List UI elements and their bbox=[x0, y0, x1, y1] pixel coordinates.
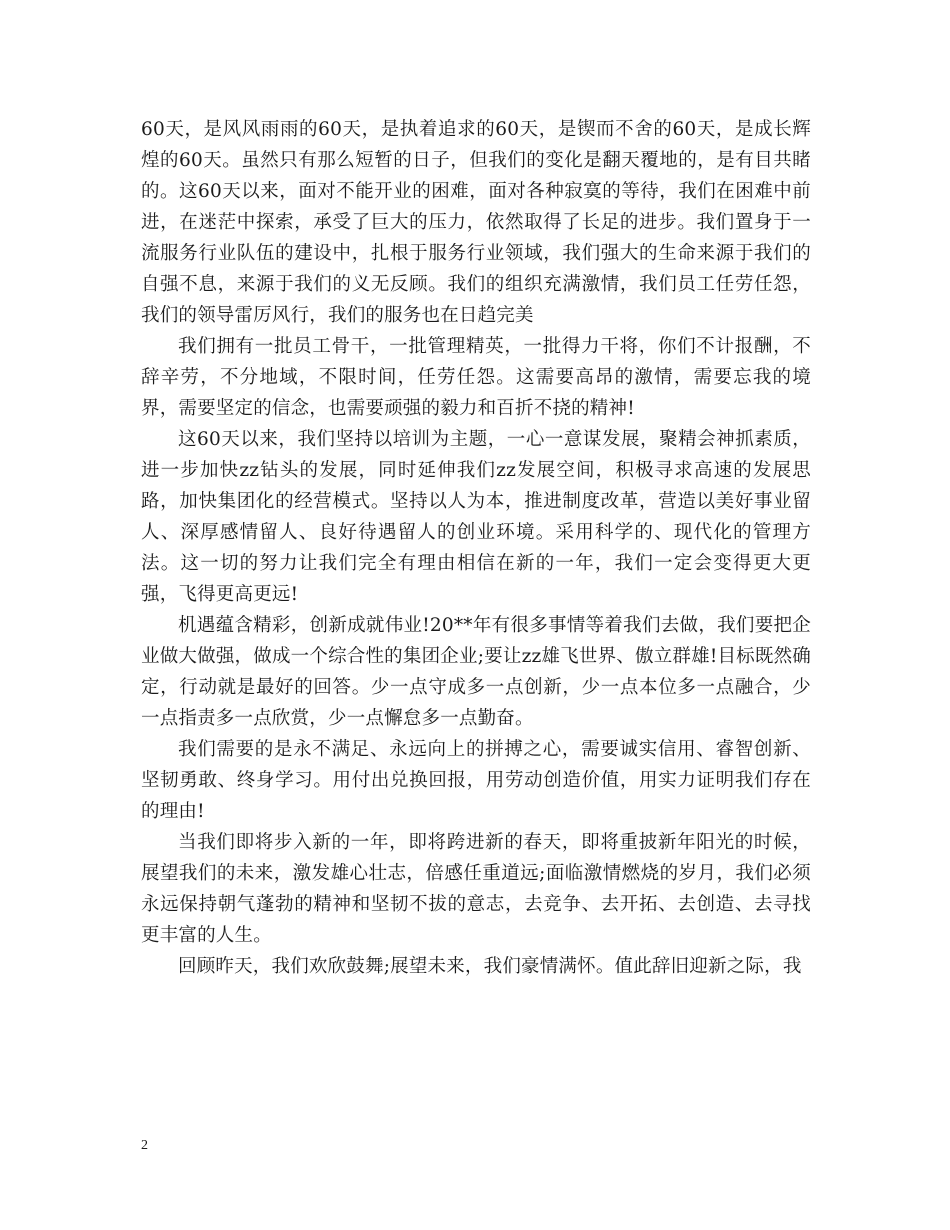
paragraph-6: 当我们即将步入新的一年，即将跨进新的春天，即将重披新年阳光的时候，展望我们的未来，激发雄心壮志，倍感任重道远;面临激情燃烧的岁月，我们必须永远保持朝气蓬勃的精神和坚韧不拔的意志，去竞争、去开拓、去创造、去寻找更丰富的人生。 bbox=[141, 832, 811, 946]
paragraph-5: 我们需要的是永不满足、永远向上的拼搏之心，需要诚实信用、睿智创新、坚韧勇敢、终身学习。用付出兑换回报，用劳动创造价值，用实力证明我们存在的理由! bbox=[141, 739, 811, 822]
paragraph-2: 我们拥有一批员工骨干，一批管理精英，一批得力干将，你们不计报酬，不辞辛劳，不分地域，不限时间，任劳任怨。这需要高昂的激情，需要忘我的境界，需要坚定的信念，也需要顽强的毅力和百折不挠的精神! bbox=[141, 336, 811, 419]
paragraph-7: 回顾昨天，我们欢欣鼓舞;展望未来，我们豪情满怀。值此辞旧迎新之际，我 bbox=[178, 956, 802, 977]
paragraph-3: 这60天以来，我们坚持以培训为主题，一心一意谋发展，聚精会神抓素质，进一步加快zz钻头的发展，同时延伸我们zz发展空间，积极寻求高速的发展思路，加快集团化的经营模式。坚持以人为本，推进制度改革，营造以美好事业留人、深厚感情留人、良好待遇留人的创业环境。采用科学的、现代化的管理方法。这一切的努力让我们完全有理由相信在新的一年，我们一定会变得更大更强，飞得更高更远! bbox=[141, 429, 811, 605]
paragraph-1: 60天，是风风雨雨的60天，是执着追求的60天，是锲而不舍的60天，是成长辉煌的60天。虽然只有那么短暂的日子，但我们的变化是翻天覆地的，是有目共睹的。这60天以来，面对不能开业的困难，面对各种寂寞的等待，我们在困难中前进，在迷茫中探索，承受了巨大的压力，依然取得了长足的进步。我们置身于一流服务行业队伍的建设中，扎根于服务行业领域，我们强大的生命来源于我们的自强不息，来源于我们的义无反顾。我们的组织充满激情，我们员工任劳任怨，我们的领导雷厉风行，我们的服务也在日趋完美 bbox=[141, 119, 811, 326]
page-number: 2 bbox=[141, 1138, 148, 1153]
paragraph-4: 机遇蕴含精彩，创新成就伟业!20**年有很多事情等着我们去做，我们要把企业做大做强，做成一个综合性的集团企业;要让zz雄飞世界、傲立群雄!目标既然确定，行动就是最好的回答。少一点守成多一点创新，少一点本位多一点融合，少一点指责多一点欣赏，少一点懈怠多一点勤奋。 bbox=[141, 615, 811, 729]
document-body bbox=[141, 114, 811, 982]
